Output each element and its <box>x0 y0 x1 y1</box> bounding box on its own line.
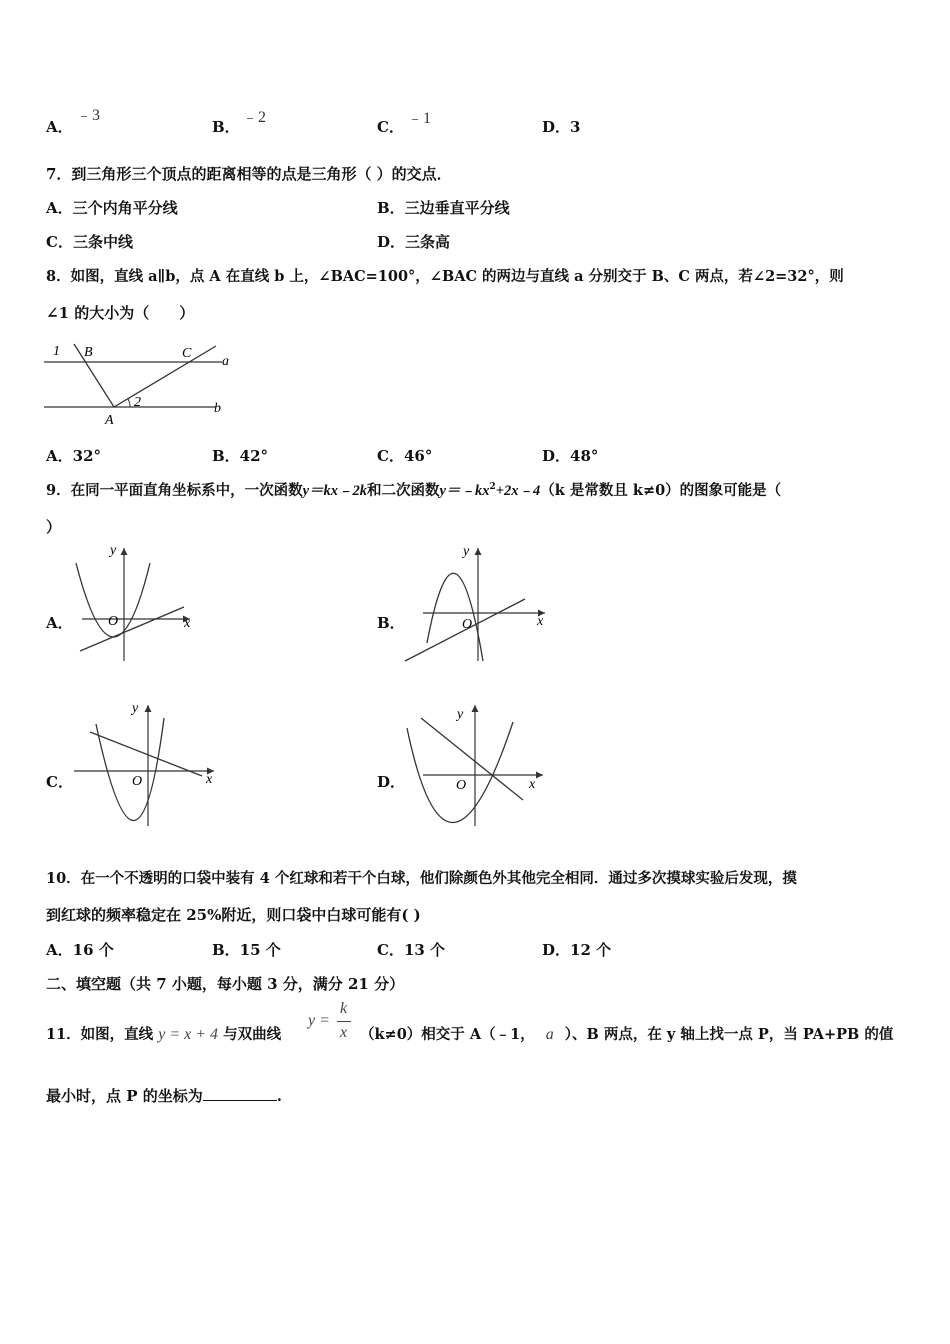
q9-stem-post: （k 是常数且 k≠0）的图象可能是（ <box>540 482 782 499</box>
q6-option-a-value: ﹣3 <box>76 107 101 124</box>
q10-stem-line1: 10．在一个不透明的口袋中装有 4 个红球和若干个白球，他们除颜色外其他完全相同．通过多次摸球实验后发现，摸 <box>46 870 797 887</box>
q11-hyperbola-numerator: k <box>340 1000 348 1017</box>
q11-pre: 11．如图，直线 <box>46 1026 154 1043</box>
y-label: y <box>110 543 117 558</box>
y-axis-arrow <box>475 548 482 555</box>
q9-quad-sup: 2 <box>489 482 496 493</box>
q9-graph-c <box>72 700 222 828</box>
x-label: x <box>537 614 544 629</box>
q9-quad-a: y＝﹣kx <box>439 483 490 499</box>
q11-line1-rest <box>360 1023 893 1044</box>
segment-ab <box>74 344 114 407</box>
parabola <box>407 722 513 823</box>
origin-label: O <box>462 617 473 632</box>
q6-option-c-value: ﹣1 <box>407 110 432 127</box>
q11-line2-text: 最小时，点 P 的坐标为 <box>46 1087 203 1105</box>
angle-2-arc <box>128 399 130 407</box>
segment-ac <box>114 346 216 407</box>
parabola <box>96 718 164 821</box>
q11-line1 <box>46 1023 281 1044</box>
origin-label: O <box>456 778 467 793</box>
q7-option-a: A．三个内角平分线 <box>46 199 178 217</box>
q6-option-a <box>46 107 101 137</box>
q9-quad-b: +2x﹣4 <box>495 483 541 499</box>
q10-option-c: C．13 个 <box>377 941 446 959</box>
q10-option-d: D．12 个 <box>542 941 612 959</box>
label-2: 2 <box>134 395 141 410</box>
q11-line2 <box>46 1085 282 1106</box>
q11-hyperbola-denominator: x <box>340 1024 348 1041</box>
origin-label: O <box>132 774 143 789</box>
q9-option-a: A． <box>46 614 73 632</box>
q9-linear-function: y＝kx﹣2k <box>302 483 368 499</box>
label-b: B <box>84 345 93 360</box>
q6-option-b <box>212 109 267 137</box>
parabola <box>427 573 483 661</box>
q6-option-d-value: 3 <box>570 118 581 136</box>
q11-a-variable: a <box>545 1026 554 1043</box>
q9-stem-line1 <box>46 479 781 500</box>
q7-option-c: C．三条中线 <box>46 233 133 251</box>
q6-option-d-letter: D． <box>542 118 571 136</box>
q9-stem-mid: 和二次函数 <box>367 482 440 499</box>
label-1: 1 <box>53 344 60 359</box>
q11-hyperbola-lhs: y = <box>308 1012 330 1029</box>
y-axis-arrow <box>145 705 152 712</box>
label-c: C <box>182 346 192 361</box>
q8-option-a: A．32° <box>46 447 102 465</box>
label-a: A <box>105 413 114 428</box>
origin-label: O <box>108 614 119 629</box>
q8-option-c: C．46° <box>377 447 433 465</box>
q7-option-d: D．三条高 <box>377 233 451 251</box>
q9-graph-b <box>403 543 553 665</box>
q9-option-b: B． <box>377 614 405 632</box>
section-title-fill-in: 二、填空题（共 7 小题，每小题 3 分，满分 21 分） <box>46 975 405 993</box>
q11-fraction-bar <box>337 1021 351 1022</box>
label-line-b: b <box>214 401 221 416</box>
y-label: y <box>132 701 139 716</box>
q7-option-b: B．三边垂直平分线 <box>377 199 510 217</box>
x-label: x <box>529 777 536 792</box>
x-label: x <box>184 616 191 631</box>
q8-option-b: B．42° <box>212 447 269 465</box>
straight-line <box>421 718 523 800</box>
q11-line2-end: . <box>276 1087 282 1105</box>
q6-option-c-letter: C． <box>377 118 404 136</box>
q8-option-d: D．48° <box>542 447 599 465</box>
q11-mid: 与双曲线 <box>223 1026 282 1043</box>
q6-option-d <box>542 116 580 137</box>
q10-option-b: B．15 个 <box>212 941 281 959</box>
straight-line <box>80 607 184 651</box>
x-axis-arrow <box>536 772 543 779</box>
q6-option-b-value: ﹣2 <box>242 109 267 126</box>
y-label: y <box>463 544 470 559</box>
q10-option-a: A．16 个 <box>46 941 114 959</box>
q9-stem-pre: 9．在同一平面直角坐标系中，一次函数 <box>46 482 303 499</box>
q11-line-equation: y = x + 4 <box>158 1026 219 1043</box>
q8-figure <box>44 336 234 431</box>
q6-option-c <box>377 110 432 137</box>
x-label: x <box>206 772 213 787</box>
q9-graph-a <box>72 543 202 665</box>
q9-option-d: D． <box>377 773 406 791</box>
q7-stem: 7．到三角形三个顶点的距离相等的点是三角形（ ）的交点． <box>46 165 452 183</box>
y-axis-arrow <box>121 548 128 555</box>
label-line-a: a <box>222 354 229 369</box>
q11-condition: （k≠0）相交于 A（﹣1， <box>360 1026 535 1043</box>
q9-graph-d <box>403 700 553 828</box>
q11-answer-blank[interactable] <box>203 1086 277 1101</box>
q8-stem-line1: 8．如图，直线 a∥b，点 A 在直线 b 上，∠BAC=100°，∠BAC 的两边与直线 a 分别交于 B、C 两点，若∠2=32°，则 <box>46 268 844 285</box>
q11-post: ）、B 两点，在 y 轴上找一点 P，当 PA+PB 的值 <box>564 1026 894 1043</box>
y-axis-arrow <box>472 705 479 712</box>
y-label: y <box>457 707 464 722</box>
q9-option-c: C． <box>46 773 73 791</box>
q6-option-a-letter: A． <box>46 118 73 136</box>
q6-option-b-letter: B． <box>212 118 240 136</box>
q8-stem-line2: ∠1 的大小为（ ） <box>46 304 195 322</box>
q10-stem-line2: 到红球的频率稳定在 25%附近，则口袋中白球可能有( ) <box>46 906 421 924</box>
q9-stem-line2: ） <box>46 518 62 536</box>
